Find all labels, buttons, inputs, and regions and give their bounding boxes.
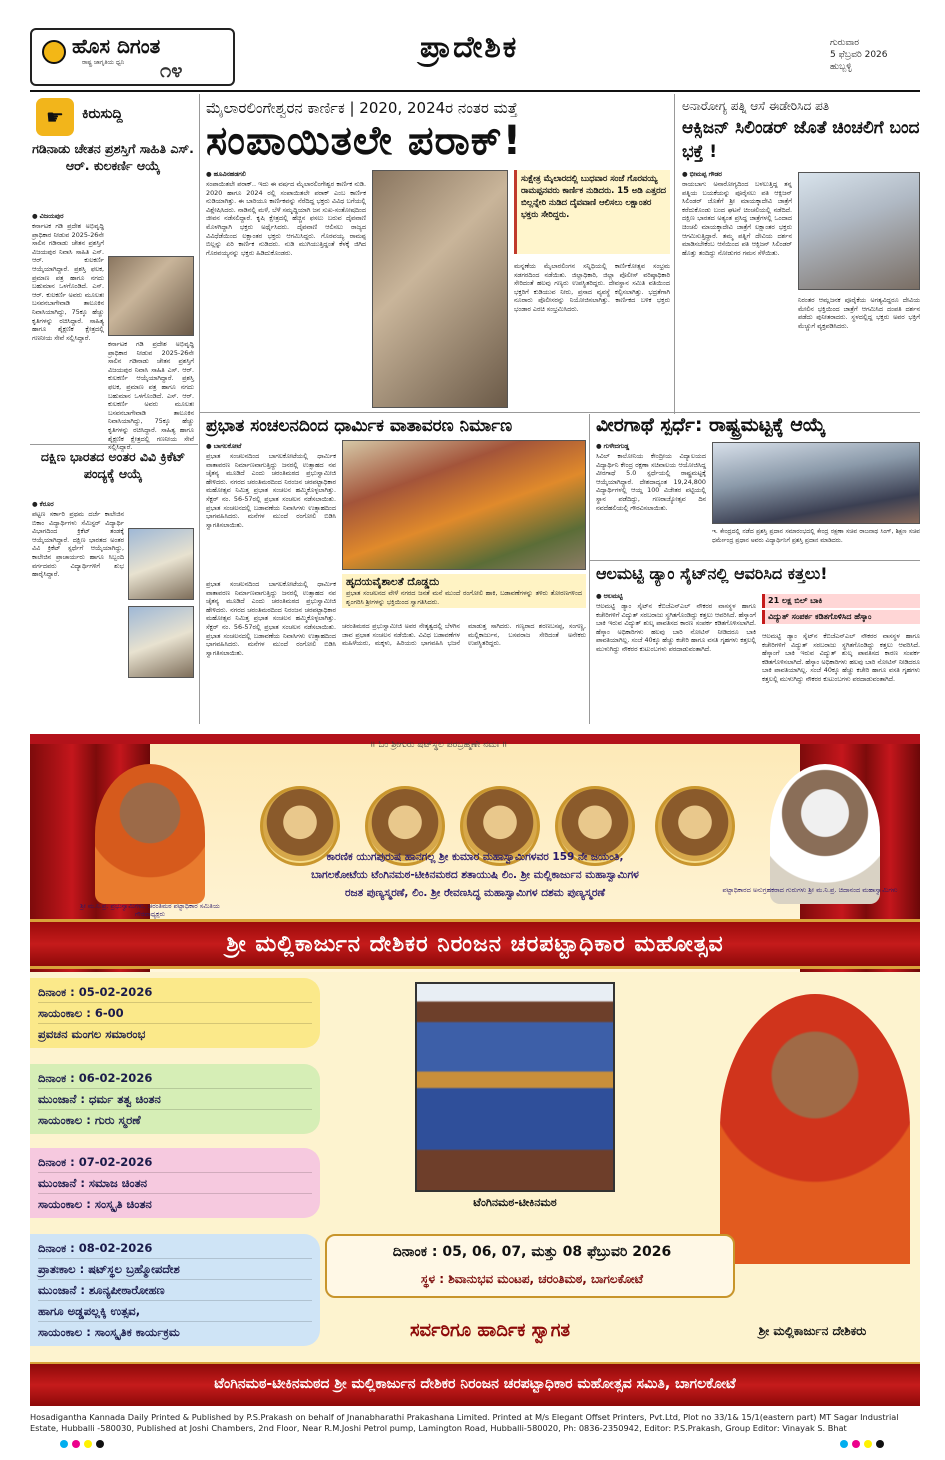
- edition-meta: [830, 37, 888, 73]
- ad-line-1: ಕಾರಣಿಕ ಯುಗಪುರುಷ ಹಾನಗಲ್ಲ ಶ್ರೀ ಕುಮಾರ ಮಹಾಸ್ವಾಮಿಗಳವರ 159 ನೇ ಜಯಂತಿ,: [326, 851, 624, 863]
- kirusuddi-header: [30, 96, 195, 136]
- ad-title: ಶ್ರೀ ಮಲ್ಲಿಕಾರ್ಜುನ ದೇಶಿಕರ ನಿರಂಜನ ಚರಪಟ್ಟಾಧಿಕಾರ ಮಹೋತ್ಸವ: [226, 932, 724, 957]
- almatti-bullets: [762, 594, 920, 624]
- ad-line-3: ರಜತ ಪುಣ್ಯಸ್ಮರಣೆ, ಲಿಂ. ಶ್ರೀ ರೇವಣಸಿದ್ಧ ಮಹಾಸ್ವಾಮಿಗಳ ದಶಮ ಪುಣ್ಯಸ್ಮರಣೆ: [344, 887, 606, 899]
- karnika-photo: [372, 170, 508, 408]
- schedule-row: ಮುಂಜಾನೆ : ಧರ್ಮ ತತ್ವ ಚಿಂತನ: [38, 1089, 312, 1110]
- masthead-logo: [30, 28, 235, 86]
- brief-headline: ಗಡಿನಾಡು ಚೇತನ ಪ್ರಶಸ್ತಿಗೆ ಸಾಹಿತಿ ಎಸ್. ಆರ್. ಕುಲಕರ್ಣಿ ಆಯ್ಕೆ: [32, 141, 194, 173]
- almatti-dateline: ● ಆಲಮಟ್ಟಿ: [596, 592, 623, 600]
- brief-body-cont: ಕರ್ನಾಟಕ ಗಡಿ ಪ್ರದೇಶ ಅಭಿವೃದ್ಧಿ ಪ್ರಾಧಿಕಾರ ನೀಡುವ 2025-26ನೇ ಸಾಲಿನ ಗಡಿನಾಡು ಚೇತನ ಪ್ರಶಸ್ತಿಗೆ ವಿಜಯಪುರ ನಿವಾಸಿ ಸಾಹಿತಿ ಎಸ್. ಆರ್. ಕುಲಕರ್ಣಿ ಆಯ್ಕೆಯಾಗಿದ್ದಾರೆ. ಪ್ರಶಸ್ತಿ ಫಲಕ, ಪ್ರಮಾಣ ಪತ್ರ ಹಾಗೂ ನಗದು ಬಹುಮಾನ ಒಳಗೊಂಡಿದೆ. ಎಸ್. ಆರ್. ಕುಲಕರ್ಣಿ ಅವರು ಮೂಲತಃ ಬಸವನಬಾಗೇವಾಡಿ ತಾಲೂಕಿನ ನಿವಾಸಿಯಾಗಿದ್ದು, 75ಕ್ಕೂ ಹೆಚ್ಚು ಕೃತಿಗಳನ್ನು ರಚಿಸಿದ್ದಾರೆ. ಸಾಹಿತ್ಯ ಹಾಗೂ ಶೈಕ್ಷಣಿಕ ಕ್ಷೇತ್ರದಲ್ಲಿ ಗಣನೀಯ ಸೇವೆ ಸಲ್ಲಿಸಿದ್ದಾರೆ.: [108, 340, 194, 452]
- schedule-row: ಸಾಯಂಕಾಲ : 6-00: [38, 1003, 312, 1024]
- schedule-row: ಸಾಯಂಕಾಲ : ಗುರು ಸ್ಮರಣೆ: [38, 1113, 141, 1127]
- veeragathe-dateline: ● ಗುಳೇದಗುಡ್ಡ: [596, 442, 630, 450]
- schedule-row: ಪ್ರವಚನ ಮಂಗಲ ಸಮಾರಂಭ: [38, 1027, 146, 1041]
- oxygen-devotee-photo: [798, 172, 920, 290]
- schedule-row: ಪ್ರಾತಃಕಾಲ : ಷಟ್‌ಸ್ಥಲ ಬ್ರಹ್ಮೋಪದೇಶ: [38, 1259, 312, 1280]
- ad-footer-band: [30, 1362, 920, 1406]
- prabhata-callout: [342, 574, 586, 608]
- festival-advertisement: [30, 734, 920, 1406]
- temple-caption: ಟೆಂಗಿನಮಠ-ಟೀಕಿನಮಠ: [473, 1196, 557, 1209]
- award-ceremony-photo: [712, 442, 920, 524]
- registration-mark-icon: [60, 1440, 68, 1448]
- row-divider: [200, 412, 920, 413]
- lead-body: ಸಂಪಾಯಿತಲೇ ಪರಾಕ್.. ಇದು ಈ ವರ್ಷದ ಮೈಲಾರಲಿಂಗೇಶ್ವರ ಕಾರ್ಣಿಕ ನುಡಿ. 2020 ಹಾಗೂ 2024 ರಲ್ಲಿ ಸಂಪಾಯಿತಲೇ ಪರಾಕ್ ಎಂಬ ಕಾರ್ಣಿಕ ನುಡಿಯಾಗಿತ್ತು. ಈ ಬಾರಿಯೂ ಕಾರ್ಣಿಕವನ್ನು ನೆರೆದಿದ್ದ ಭಕ್ತರು ವಿವಿಧ ಬಗೆಯಲ್ಲಿ ವಿಶ್ಲೇಷಿಸಿದರು. ನಾಡಿನಲ್ಲಿ ಮಳೆ, ಬೆಳೆ ಸಮೃದ್ಧಿಯಾಗಿ ಜನ ಸುಖ-ಸಂತೋಷದಿಂದ ಜೀವನ ನಡೆಸಲಿದ್ದಾರೆ. ಕೃಷಿ ಕ್ಷೇತ್ರದಲ್ಲಿ ಹೆಚ್ಚಿನ ಫಸಲು ಬರುವ ದೈವವಾಣಿ ಮೊಳಗಿದ್ದಾಗಿ ಭಕ್ತರು ಅರ್ಥೈಸಿದರು. ದೈವವಾಣಿ ಆಲಿಸಲು ರಾಜ್ಯದ ವಿವಿಧೆಡೆಯಿಂದ ಲಕ್ಷಾಂತರ ಭಕ್ತರು ಆಗಮಿಸಿದ್ದರು. ಗೊರವಯ್ಯ ರಾಮಪ್ಪ ಬಿಲ್ಲನ್ನು ಏರಿ ಕಾರ್ಣಿಕ ನುಡಿದರು. ನುಡಿ ಮುಗಿಯುತ್ತಿದ್ದಂತೆ ಕೆಳಕ್ಕೆ ಜಿಗಿದ ಗೊರವಯ್ಯನನ್ನು ಭಕ್ತರು ಹಿಡಿದುಕೊಂಡರು.: [206, 180, 366, 257]
- welcome-text: ಸರ್ವರಿಗೂ ಹಾರ್ದಿಕ ಸ್ವಾಗತ: [410, 1320, 570, 1341]
- masthead-rule: [30, 90, 920, 92]
- schedule-row: ಸಾಯಂಕಾಲ : ಸಂಸ್ಕೃತಿ ಚಿಂತನ: [38, 1197, 152, 1211]
- event-venue: ಸ್ಥಳ : ಶಿವಾನುಭವ ಮಂಟಪ, ಚರಂತಿಮಠ, ಬಾಗಲಕೋಟೆ: [420, 1272, 644, 1286]
- prabhata-headline: ಪ್ರಭಾತ ಸಂಚಲನದಿಂದ ಧಾರ್ಮಿಕ ವಾತಾವರಣ ನಿರ್ಮಾಣ: [206, 416, 513, 436]
- schedule-row: ಹಾಗೂ ಅಡ್ಡಪಲ್ಲಕ್ಕಿ ಉತ್ಸವ,: [38, 1301, 312, 1322]
- edition-city: ಹುಬ್ಬಳ್ಳಿ: [830, 62, 852, 72]
- lead-callout: ಸುಕ್ಷೇತ್ರ ಮೈಲಾರದಲ್ಲಿ ಬುಧವಾರ ಸಂಜೆ ಗೊರವಯ್ಯ ರಾಮಪ್ಪನವರು ಕಾರ್ಣಿಕ ನುಡಿದರು. 15 ಅಡಿ ಎತ್ತರದ ಬಿಲ್ಲನ್ನೇರಿ ನುಡಿದ ದೈವವಾಣಿ ಆಲಿಸಲು ಲಕ್ಷಾಂತರ ಭಕ್ತರು ಸೇರಿದ್ದರು.: [514, 170, 670, 254]
- bullet-item: 21 ಲಕ್ಷ ಬಿಲ್ ಬಾಕಿ: [762, 594, 920, 608]
- event-dates: ದಿನಾಂಕ : 05, 06, 07, ಮತ್ತು 08 ಫೆಬ್ರುವರಿ 2026: [392, 1244, 672, 1260]
- event-dates-box: [325, 1234, 735, 1298]
- registration-mark-icon: [876, 1440, 884, 1448]
- schedule-day-1: [30, 978, 320, 1048]
- kirusuddi-label: ಕಿರುಸುದ್ದಿ: [82, 106, 123, 122]
- main-swami-portrait: [720, 994, 910, 1264]
- right-headline: ಆಕ್ಸಿಜನ್ ಸಿಲಿಂಡರ್ ಜೊತೆ ಚಿಂಚಲಿಗೆ ಬಂದ ಭಕ್ತೆ !: [682, 118, 920, 162]
- right-body-cont: ನಿರಂತರ ಆಮ್ಲಜನಕ ಪೂರೈಕೆಯ ಅಗತ್ಯವಿದ್ದರೂ ದೇವಿಯ ಮೇಲಿನ ಭಕ್ತಿಯಿಂದ ಜಾತ್ರೆಗೆ ಆಗಮಿಸಿದ ದಂಪತಿ ದರ್ಶನ ಪಡೆದು ಪುನೀತರಾದರು. ಸ್ಥಳದಲ್ಲಿದ್ದ ಭಕ್ತರು ಅವರ ಭಕ್ತಿಗೆ ಮೆಚ್ಚುಗೆ ವ್ಯಕ್ತಪಡಿಸಿದರು.: [798, 296, 920, 330]
- callout-body: ಪ್ರಭಾತ ಸಂಚಲನದ ವೇಳೆ ನಗರದ ಜನತೆ ಮನೆ ಮುಂದೆ ರಂಗೋಲಿ ಹಾಕಿ, ಬಡಾವಣೆಗಳನ್ನು ತಳಿರು ತೋರಣಗಳಿಂದ ಶೃಂಗರಿಸಿ ಶ್ರೀಗಳನ್ನು ಭಕ್ತಿಯಿಂದ ಸ್ವಾಗತಿಸಿದರು.: [346, 589, 582, 606]
- lead-kicker: ಮೈಲಾರಲಿಂಗೇಶ್ವರನ ಕಾರ್ಣಿಕ | 2020, 2024ರ ನಂತರ ಮತ್ತೆ: [206, 99, 518, 117]
- column-divider: [199, 94, 200, 724]
- prabhata-dateline: ● ಬಾಗಲಕೋಟೆ: [206, 442, 242, 450]
- lead-headline: ಸಂಪಾಯಿತಲೇ ಪರಾಕ್!: [206, 118, 522, 164]
- ad-invocation: ॥ ಓಂ ಶ್ರೀಗುರು ಷಟ್‌ಸ್ಥಲ ಪರಬ್ರಹ್ಮಣೇ ನಮಃ ॥: [370, 740, 508, 750]
- veeragathe-caption: ಇ. ಕೇಂದ್ರದಲ್ಲಿ ನಡೆದ ಪ್ರಶಸ್ತಿ ಪ್ರದಾನ ಸಮಾರಂಭದಲ್ಲಿ ಕೇಂದ್ರ ರಕ್ಷಣಾ ಸಚಿವ ರಾಜನಾಥ ಸಿಂಗ್, ಶಿಕ್ಷಣ ಸಚಿವ ಧರ್ಮೇಂದ್ರ ಪ್ರಧಾನ ಅವರು ವಿದ್ಯಾರ್ಥಿನಿಗೆ ಪ್ರಶಸ್ತಿ ಪ್ರದಾನ ಮಾಡಿದರು.: [712, 528, 920, 544]
- schedule-row: ದಿನಾಂಕ : 05-02-2026: [38, 982, 312, 1003]
- student-photo: [128, 606, 194, 678]
- logo-tagline: ರಾಷ್ಟ್ರ ಜಾಗೃತಿಯ ಧ್ವನಿ: [82, 59, 125, 66]
- registration-mark-icon: [840, 1440, 848, 1448]
- edition-date: 5 ಫೆಬ್ರವರಿ 2026: [830, 50, 888, 60]
- logo-emblem-icon: [42, 40, 66, 64]
- right-dateline: ● ಭೀಮಪ್ಪ ಗೌಡರ: [682, 170, 722, 178]
- bullet-item: ವಿದ್ಯುತ್ ಸಂಪರ್ಕ ಕಡಿತಗೊಳಿಸಿದ ಹೆಸ್ಕಾಂ: [762, 610, 920, 624]
- registration-mark-icon: [96, 1440, 104, 1448]
- schedule-day-2: [30, 1064, 320, 1134]
- page-number: ೧೪: [160, 58, 183, 82]
- edition-day: ಗುರುವಾರ: [830, 38, 860, 48]
- pointing-hand-icon: ☛: [36, 98, 74, 136]
- right-body: ರಾಯಬಾಗ: ಅನಾರೋಗ್ಯದಿಂದ ಬಳಲುತ್ತಿದ್ದ ತನ್ನ ಪತ್ನಿಯ ಬಯಕೆಯನ್ನು ಪೂರೈಸಲು ಪತಿ ಆಕ್ಸಿಜನ್ ಸಿಲಿಂಡರ್ ಜೊತೆಗೆ ಶ್ರೀ ಮಾಯಕ್ಕಾದೇವಿ ಜಾತ್ರೆಗೆ ಕರೆದುಕೊಂಡು ಬಂದ ಘಟನೆ ಚಿಂಚಲಿಯಲ್ಲಿ ನಡೆದಿದೆ. ದಕ್ಷಿಣ ಭಾರತದ ಅತ್ಯಂತ ಪ್ರಸಿದ್ಧ ಜಾತ್ರೆಗಳಲ್ಲಿ ಒಂದಾದ ಚಿಂಚಲಿ ಮಾಯಕ್ಕಾದೇವಿ ಜಾತ್ರೆಗೆ ಲಕ್ಷಾಂತರ ಭಕ್ತರು ಆಗಮಿಸುತ್ತಿದ್ದಾರೆ. ತಮ್ಮ ಪತ್ನಿಗೆ ದೇವಿಯ ದರ್ಶನ ಮಾಡಿಸಬೇಕೆಂಬ ಆಸೆಯಿಂದ ಪತಿ ಆಕ್ಸಿಜನ್ ಸಿಲಿಂಡರ್ ಹೊತ್ತು ತಂದಿದ್ದು ನೋಡುಗರ ಗಮನ ಸೆಳೆಯಿತು.: [682, 180, 792, 257]
- brief-body: ಕರ್ನಾಟಕ ಗಡಿ ಪ್ರದೇಶ ಅಭಿವೃದ್ಧಿ ಪ್ರಾಧಿಕಾರ ನೀಡುವ 2025-26ನೇ ಸಾಲಿನ ಗಡಿನಾಡು ಚೇತನ ಪ್ರಶಸ್ತಿಗೆ ವಿಜಯಪುರ ನಿವಾಸಿ ಸಾಹಿತಿ ಎಸ್. ಆರ್. ಕುಲಕರ್ಣಿ ಆಯ್ಕೆಯಾಗಿದ್ದಾರೆ. ಪ್ರಶಸ್ತಿ ಫಲಕ, ಪ್ರಮಾಣ ಪತ್ರ ಹಾಗೂ ನಗದು ಬಹುಮಾನ ಒಳಗೊಂಡಿದೆ. ಎಸ್. ಆರ್. ಕುಲಕರ್ಣಿ ಅವರು ಮೂಲತಃ ಬಸವನಬಾಗೇವಾಡಿ ತಾಲೂಕಿನ ನಿವಾಸಿಯಾಗಿದ್ದು, 75ಕ್ಕೂ ಹೆಚ್ಚು ಕೃತಿಗಳನ್ನು ರಚಿಸಿದ್ದಾರೆ. ಸಾಹಿತ್ಯ ಹಾಗೂ ಶೈಕ್ಷಣಿಕ ಕ್ಷೇತ್ರದಲ್ಲಿ ಗಣನೀಯ ಸೇವೆ ಸಲ್ಲಿಸಿದ್ದಾರೆ.: [32, 222, 104, 342]
- veeragathe-headline: ವೀರಗಾಥೆ ಸ್ಪರ್ಧೆ: ರಾಷ್ಟ್ರಮಟ್ಟಕ್ಕೆ ಆಯ್ಕೆ: [596, 414, 826, 436]
- temple-photo: [415, 982, 615, 1192]
- schedule-row: ಮುಂಜಾನೆ : ಸಮಾಜ ಚಿಂತನ: [38, 1173, 312, 1194]
- left-swami-portrait: [95, 764, 205, 904]
- brief-dateline: ● ವಿಜಯಪುರ: [32, 212, 64, 220]
- lead-body-cont: ಮನ್ನಣೆಯ ಮೈಲಾರಲಿಂಗನ ಸನ್ನಿಧಿಯಲ್ಲಿ ಕಾರ್ಣಿಕೋತ್ಸವ ಸಂಭ್ರಮ ಸಡಗರದಿಂದ ನಡೆಯಿತು. ಜಿಲ್ಲಾಧಿಕಾರಿ, ಜಿಲ್ಲಾ ಪೊಲೀಸ್ ವರಿಷ್ಠಾಧಿಕಾರಿ ಸೇರಿದಂತೆ ಹಲವು ಗಣ್ಯರು ಉಪಸ್ಥಿತರಿದ್ದರು. ದೇವಸ್ಥಾನ ಸಮಿತಿ ವತಿಯಿಂದ ಭಕ್ತರಿಗೆ ಕುಡಿಯುವ ನೀರು, ಪ್ರಸಾದ ವ್ಯವಸ್ಥೆ ಕಲ್ಪಿಸಲಾಗಿತ್ತು. ಭದ್ರತೆಗಾಗಿ ನೂರಾರು ಪೊಲೀಸರನ್ನು ನಿಯೋಜಿಸಲಾಗಿತ್ತು. ಕಾರ್ಣಿಕದ ಬಳಿಕ ಭಕ್ತರು ಭಂಡಾರ ಎರಚಿ ಸಂಭ್ರಮಿಸಿದರು.: [514, 262, 670, 313]
- registration-mark-icon: [72, 1440, 80, 1448]
- column-divider: [589, 414, 590, 724]
- schedule-row: ಸಾಯಂಕಾಲ : ಸಾಂಸ್ಕೃತಿಕ ಕಾರ್ಯಕ್ರಮ: [38, 1325, 180, 1339]
- schedule-row: ಮುಂಜಾನೆ : ಶೂನ್ಯಪೀಠಾರೋಹಣ: [38, 1280, 312, 1301]
- student-photo: [128, 528, 194, 600]
- callout-title: ಹೃದಯವೈಶಾಲತೆ ದೊಡ್ಡದು: [346, 576, 440, 588]
- registration-mark-icon: [84, 1440, 92, 1448]
- left-portrait-caption: ಶ್ರೀ ಮ.ನಿ.ಪ್ರ. ಪ್ರಭುಸ್ವಾಮಿಗಳು, ಚರಂತಿಮಠ ಪಟ್ಟಾಧಿಕಾರ ಸಮಿತಿಯ ಗೌರವಾಧ್ಯಕ್ಷರು: [80, 902, 220, 918]
- right-swami-portrait: [770, 764, 880, 904]
- schedule-row: ದಿನಾಂಕ : 06-02-2026: [38, 1068, 312, 1089]
- brief-body: ಪಟ್ಟಣ ಸರ್ಕಾರಿ ಪ್ರಥಮ ದರ್ಜೆ ಕಾಲೇಜಿನ ಬಿಕಾಂ ವಿದ್ಯಾರ್ಥಿಗಳು ಸೆಮಿಸ್ಟರ್ ವಿದ್ಯಾರ್ಥಿ ವಿಭಾಗದಿಂದ ಕ್ರಿಕೆಟ್ ತಂಡಕ್ಕೆ ಆಯ್ಕೆಯಾಗಿದ್ದಾರೆ. ದಕ್ಷಿಣ ಭಾರತದ ಅಂತರ ವಿವಿ ಕ್ರಿಕೆಟ್ ಸ್ಪರ್ಧೆಗೆ ಆಯ್ಕೆಯಾಗಿದ್ದು, ಕಾಲೇಜಿನ ಪ್ರಾಚಾರ್ಯರು ಹಾಗೂ ಸಿಬ್ಬಂದಿ ವರ್ಗದವರು ವಿದ್ಯಾರ್ಥಿಗಳಿಗೆ ಶುಭ ಹಾರೈಸಿದ್ದಾರೆ.: [32, 510, 124, 579]
- logo-text: ಹೊಸ ದಿಗಂತ: [72, 34, 161, 58]
- veeragathe-body: ಸಿವಿಲ್ ಕಾಲೋನಿಯ ಕೇಂದ್ರೀಯ ವಿದ್ಯಾಲಯದ ವಿದ್ಯಾರ್ಥಿನಿ ಕೇಂದ್ರ ರಕ್ಷಣಾ ಸಚಿವಾಲಯ ಆಯೋಜಿಸಿದ್ದ ವೀರಗಾಥೆ 5.0 ಸ್ಪರ್ಧೆಯಲ್ಲಿ ರಾಷ್ಟ್ರಮಟ್ಟಕ್ಕೆ ಆಯ್ಕೆಯಾಗಿದ್ದಾರೆ. ದೇಶದಾದ್ಯಂತ 19,24,800 ವಿದ್ಯಾರ್ಥಿಗಳಲ್ಲಿ ಆಯ್ದ 100 ವಿಜೇತರ ಪಟ್ಟಿಯಲ್ಲಿ ಸ್ಥಾನ ಪಡೆದಿದ್ದು, ಗಣರಾಜ್ಯೋತ್ಸವ ದಿನ ನವದೆಹಲಿಯಲ್ಲಿ ಗೌರವಿಸಲಾಯಿತು.: [596, 452, 706, 512]
- right-kicker: ಅನಾರೋಗ್ಯ ಪತ್ನಿ ಆಸೆ ಈಡೇರಿಸಿದ ಪತಿ: [682, 99, 830, 113]
- swami-name: ಶ್ರೀ ಮಲ್ಲಿಕಾರ್ಜುನ ದೇಶಿಕರು: [758, 1324, 867, 1338]
- schedule-day-4: [30, 1234, 320, 1346]
- prabhata-body-cont2: ಚರಂತಿಮಠದ ಪ್ರಭುಸ್ವಾಮೀಜಿ ಅವರ ನೇತೃತ್ವದಲ್ಲಿ ಬೆಳಗಿನ ಜಾವ ಪ್ರಭಾತ ಸಂಚಲನ ನಡೆಯಿತು. ವಿವಿಧ ಬಡಾವಣೆಗಳ ಮಹಿಳೆಯರು, ಮಕ್ಕಳು, ಹಿರಿಯರು ಭಾಗವಹಿಸಿ ಭಜನೆ ಮಾಡುತ್ತ ಸಾಗಿದರು. ಗಣ್ಯರಾದ ಶರಣಬಸಪ್ಪ, ಸಂಗಣ್ಣ, ಮಲ್ಲಿಕಾರ್ಜುನ, ಬಸವರಾಜ ಸೇರಿದಂತೆ ಅನೇಕರು ಉಪಸ್ಥಿತರಿದ್ದರು.: [342, 622, 586, 648]
- brief-headline: ದಕ್ಷಿಣ ಭಾರತದ ಅಂತರ ವಿವಿ ಕ್ರಿಕೆಟ್ ಪಂದ್ಯಕ್ಕೆ ಆಯ್ಕೆ: [40, 449, 186, 481]
- schedule-row: ದಿನಾಂಕ : 08-02-2026: [38, 1238, 312, 1259]
- author-photo: [108, 256, 194, 336]
- right-portrait-caption: ಪಟ್ಟಾಧಿಕಾರದ ಅನುಗ್ರಹಕರಾದ ಗುರುಗಳು ಶ್ರೀ ಮ.ನಿ.ಪ್ರ. ಚಿದಾನಂದ ಮಹಾಸ್ವಾಮಿಗಳು: [722, 886, 898, 894]
- prabhata-body-cont: ಪ್ರಭಾತ ಸಂಚಲನದಿಂದ ಬಾಗಲಕೋಟೆಯಲ್ಲಿ ಧಾರ್ಮಿಕ ವಾತಾವರಣ ನಿರ್ಮಾಣವಾಗುತ್ತಿದ್ದು ಜನರಲ್ಲಿ ಉತ್ಸಾಹದ ನವ ಚೈತನ್ಯ ಮೂಡಿದೆ ಎಂದು ಚರಂತಿಮಠದ ಪ್ರಭುಸ್ವಾಮೀಜಿ ಹೇಳಿದರು. ನಗರದ ಚರಂತಿಮಠದಿಂದ ನಿರಂಜನ ಚರಪಟ್ಟಾಧಿಕಾರ ಮಹೋತ್ಸವ ನಿಮಿತ್ತ ಪ್ರಭಾತ ಸಂಚಲನ ಹಮ್ಮಿಕೊಳ್ಳಲಾಗಿತ್ತು. ಸೆಕ್ಟರ್ ನಂ. 56-57ರಲ್ಲಿ ಪ್ರಭಾತ ಸಂಚಲನ ನಡೆಸಲಾಯಿತು. ಪ್ರಭಾತ ಸಂಚಲನದಲ್ಲಿ ಬಡಾವಣೆಯ ನಿವಾಸಿಗಳು ಉತ್ಸಾಹದಿಂದ ಭಾಗವಹಿಸಿದರು. ಮನೆಗಳ ಮುಂದೆ ರಂಗೋಲಿ ಬಿಡಿಸಿ ಸ್ವಾಗತಿಸಲಾಯಿತು.: [206, 580, 336, 657]
- registration-mark-icon: [852, 1440, 860, 1448]
- print-line: Hosadigantha Kannada Daily Printed & Published by P.S.Prakash on behalf of Jnanabharathi Prakashana Limited. Printed at M/s Elegant Offset Printers, Pvt.Ltd, Plot no 33/1& 15/1(eastern part) MT Sagar Industrial Estate, Hubballi -580030, Published at Joshi Chambers, 2nd Floor, Near R.M.Joshi Petrol pump, Lamington Road, Hubballi-580020, Ph: 0836-2350942, Editor: P.S.Prakash, Group Editor: Vinayak S. Bhat: [30, 1412, 899, 1433]
- registration-mark-icon: [864, 1440, 872, 1448]
- brief-dateline: ● ಕೆರೂರ: [32, 500, 54, 508]
- ad-line-2: ಬಾಗಲಕೋಟೆಯ ಟೆಂಗಿನಮಠ-ಟೀಕಿನಮಠದ ಶತಾಯುಷಿ ಲಿಂ. ಶ್ರೀ ಮಲ್ಲಿಕಾರ್ಜುನ ಮಹಾಸ್ವಾಮಿಗಳ: [311, 869, 639, 881]
- lead-dateline: ● ಹೂವಿನಹಡಗಲಿ: [206, 170, 246, 178]
- almatti-headline: ಆಲಮಟ್ಟಿ ಡ್ಯಾಂ ಸೈಟ್‌ನಲ್ಲಿ ಆವರಿಸಿದ ಕತ್ತಲು!: [596, 564, 828, 583]
- almatti-body-cont: ಆಲಮಟ್ಟಿ ಡ್ಯಾಂ ಸೈಟ್‌ನ ಕೆಬಿಜೆಎನ್ಎಲ್ ನೌಕರರ ವಾಸಸ್ಥಳ ಹಾಗೂ ಕಚೇರಿಗಳಿಗೆ ವಿದ್ಯುತ್ ಸರಬರಾಜು ಸ್ಥಗಿತಗೊಂಡಿದ್ದು ಕತ್ತಲು ಆವರಿಸಿದೆ. ಹೆಸ್ಕಾಂಗೆ ಬಾಕಿ ಇರುವ ವಿದ್ಯುತ್ ಶುಲ್ಕ ಪಾವತಿಸದ ಕಾರಣ ಸಂಪರ್ಕ ಕಡಿತಗೊಳಿಸಲಾಗಿದೆ. ಹೆಸ್ಕಾಂ ಅಧಿಕಾರಿಗಳು ಹಲವು ಬಾರಿ ನೋಟಿಸ್ ನೀಡಿದರೂ ಬಾಕಿ ಪಾವತಿಯಾಗಿಲ್ಲ. ಸಂಜೆ 40ಕ್ಕೂ ಹೆಚ್ಚು ಕಚೇರಿ ಹಾಗೂ ವಸತಿ ಗೃಹಗಳು ಕತ್ತಲಲ್ಲಿ ಮುಳುಗಿದ್ದು ನೌಕರರ ಕುಟುಂಬಗಳು ಪರದಾಡುವಂತಾಗಿದೆ.: [762, 632, 920, 683]
- schedule-day-3: [30, 1148, 320, 1218]
- almatti-body: ಆಲಮಟ್ಟಿ ಡ್ಯಾಂ ಸೈಟ್‌ನ ಕೆಬಿಜೆಎನ್ಎಲ್ ನೌಕರರ ವಾಸಸ್ಥಳ ಹಾಗೂ ಕಚೇರಿಗಳಿಗೆ ವಿದ್ಯುತ್ ಸರಬರಾಜು ಸ್ಥಗಿತಗೊಂಡಿದ್ದು ಕತ್ತಲು ಆವರಿಸಿದೆ. ಹೆಸ್ಕಾಂಗೆ ಬಾಕಿ ಇರುವ ವಿದ್ಯುತ್ ಶುಲ್ಕ ಪಾವತಿಸದ ಕಾರಣ ಸಂಪರ್ಕ ಕಡಿತಗೊಳಿಸಲಾಗಿದೆ. ಹೆಸ್ಕಾಂ ಅಧಿಕಾರಿಗಳು ಹಲವು ಬಾರಿ ನೋಟಿಸ್ ನೀಡಿದರೂ ಬಾಕಿ ಪಾವತಿಯಾಗಿಲ್ಲ. ಸಂಜೆ 40ಕ್ಕೂ ಹೆಚ್ಚು ಕಚೇರಿ ಹಾಗೂ ವಸತಿ ಗೃಹಗಳು ಕತ್ತಲಲ್ಲಿ ಮುಳುಗಿದ್ದು ನೌಕರರ ಕುಟುಂಬಗಳು ಪರದಾಡುವಂತಾಗಿದೆ.: [596, 602, 756, 653]
- row-divider: [590, 560, 920, 561]
- procession-photo: [342, 440, 586, 570]
- section-title: ಪ್ರಾದೇಶಿಕ: [420, 30, 519, 65]
- prabhata-body: ಪ್ರಭಾತ ಸಂಚಲನದಿಂದ ಬಾಗಲಕೋಟೆಯಲ್ಲಿ ಧಾರ್ಮಿಕ ವಾತಾವರಣ ನಿರ್ಮಾಣವಾಗುತ್ತಿದ್ದು ಜನರಲ್ಲಿ ಉತ್ಸಾಹದ ನವ ಚೈತನ್ಯ ಮೂಡಿದೆ ಎಂದು ಚರಂತಿಮಠದ ಪ್ರಭುಸ್ವಾಮೀಜಿ ಹೇಳಿದರು. ನಗರದ ಚರಂತಿಮಠದಿಂದ ನಿರಂಜನ ಚರಪಟ್ಟಾಧಿಕಾರ ಮಹೋತ್ಸವ ನಿಮಿತ್ತ ಪ್ರಭಾತ ಸಂಚಲನ ಹಮ್ಮಿಕೊಳ್ಳಲಾಗಿತ್ತು. ಸೆಕ್ಟರ್ ನಂ. 56-57ರಲ್ಲಿ ಪ್ರಭಾತ ಸಂಚಲನ ನಡೆಸಲಾಯಿತು. ಪ್ರಭಾತ ಸಂಚಲನದಲ್ಲಿ ಬಡಾವಣೆಯ ನಿವಾಸಿಗಳು ಉತ್ಸಾಹದಿಂದ ಭಾಗವಹಿಸಿದರು. ಮನೆಗಳ ಮುಂದೆ ರಂಗೋಲಿ ಬಿಡಿಸಿ ಸ್ವಾಗತಿಸಲಾಯಿತು.: [206, 452, 336, 529]
- ad-organiser: ಟೆಂಗಿನಮಠ-ಟೀಕಿನಮಠದ ಶ್ರೀ ಮಲ್ಲಿಕಾರ್ಜುನ ದೇಶಿಕರ ನಿರಂಜನ ಚರಪಟ್ಟಾಧಿಕಾರ ಮಹೋತ್ಸವ ಸಮಿತಿ, ಬಾಗಲಕೋಟೆ: [214, 1376, 736, 1392]
- schedule-row: ದಿನಾಂಕ : 07-02-2026: [38, 1152, 312, 1173]
- ad-title-banner: [30, 919, 920, 969]
